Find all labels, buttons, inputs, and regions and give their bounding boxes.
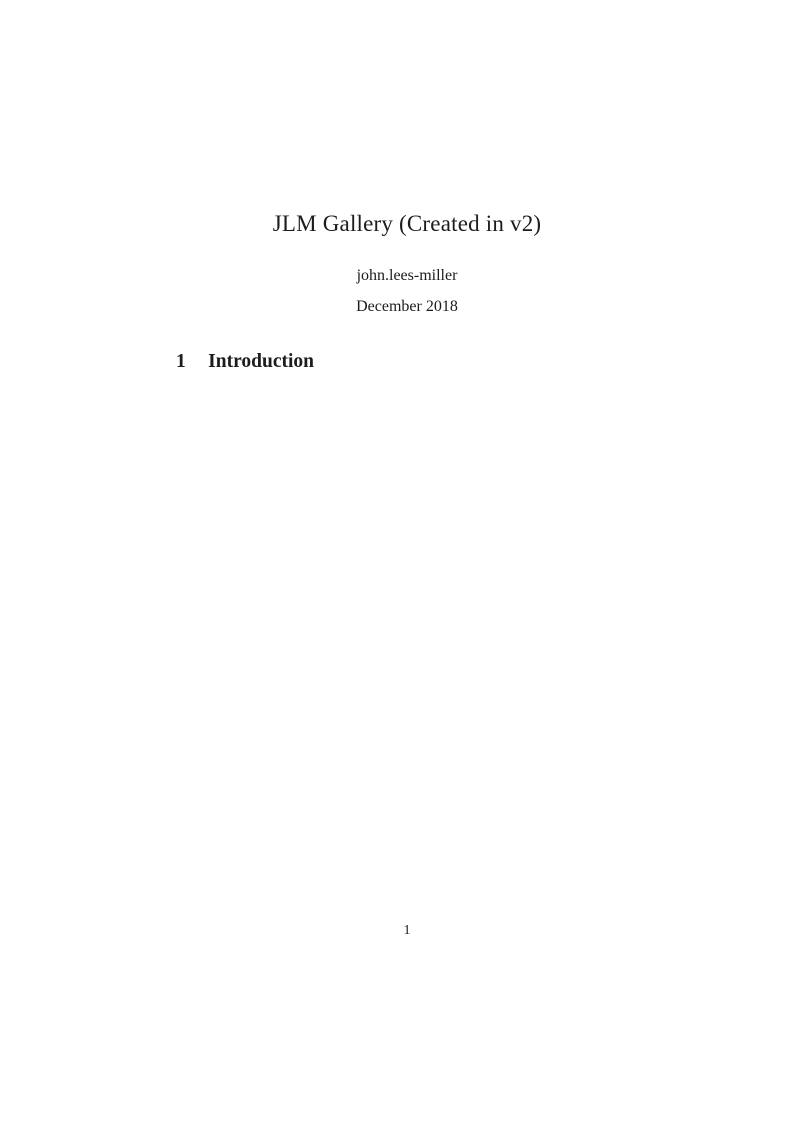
document-date: December 2018 — [356, 298, 458, 315]
section-number: 1 — [176, 351, 186, 372]
section-label: Introduction — [208, 351, 315, 372]
document-title: JLM Gallery (Created in v2) — [272, 211, 542, 236]
document-author: john.lees-miller — [356, 267, 458, 284]
page-number: 1 — [403, 923, 411, 938]
section-heading-introduction — [176, 351, 638, 373]
